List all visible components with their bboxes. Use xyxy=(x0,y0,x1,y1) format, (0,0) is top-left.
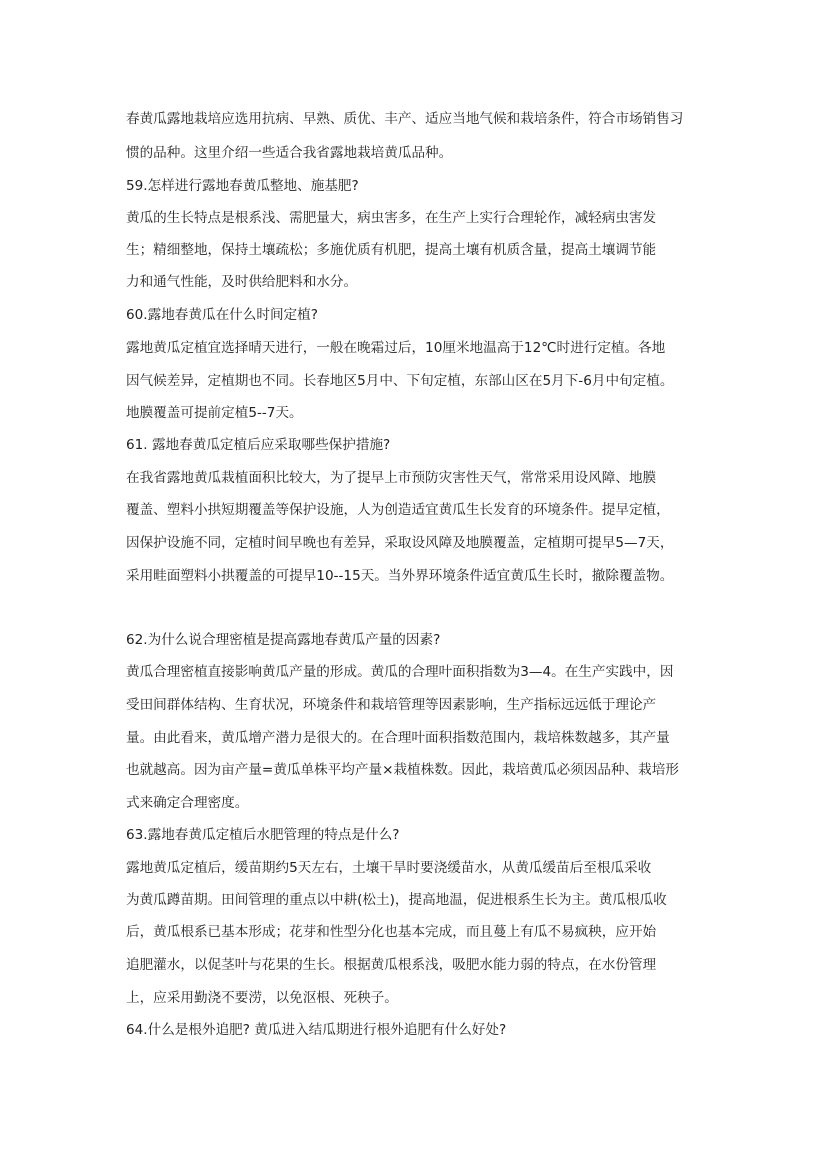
paragraph-line: 春黄瓜露地栽培应选用抗病、早熟、质优、丰产、适应当地气候和栽培条件，符合市场销售习 xyxy=(126,111,684,127)
paragraph-line: 露地黄瓜定植后，缓苗期约5天左右，土壤干旱时要浇缓苗水，从黄瓜缓苗后至根瓜采收 xyxy=(126,860,652,876)
question-heading: 61. 露地春黄瓜定植后应采取哪些保护措施? xyxy=(126,437,391,453)
paragraph-line: 后，黄瓜根系已基本形成；花芽和性型分化也基本完成，而且蔓上有瓜不易疯秧，应开始 xyxy=(126,924,657,940)
question-heading: 60.露地春黄瓜在什么时间定植? xyxy=(126,307,318,323)
paragraph-line: 覆盖、塑料小拱短期覆盖等保护设施，人为创造适宜黄瓜生长发育的环境条件。提早定植， xyxy=(126,502,670,518)
paragraph-line: 追肥灌水，以促茎叶与花果的生长。根据黄瓜根系浅，吸肥水能力弱的特点，在水份管理 xyxy=(126,957,657,973)
paragraph-line: 也就越高。因为亩产量=黄瓜单株平均产量×栽植株数。因此，栽培黄瓜必须因品种、栽培形 xyxy=(126,762,679,778)
paragraph-line: 因气候差异，定植期也不同。长春地区5月中、下旬定植，东部山区在5月下-6月中旬定植。 xyxy=(126,373,674,389)
paragraph-line: 量。由此看来，黄瓜增产潜力是很大的。在合理叶面积指数范围内，栽培株数越多，其产量 xyxy=(126,730,670,746)
paragraph-line: 因保护设施不同，定植时间早晚也有差异，采取设风障及地膜覆盖，定植期可提早5—7天， xyxy=(126,535,674,551)
paragraph-line: 为黄瓜蹲苗期。田间管理的重点以中耕(松土)，提高地温，促进根系生长为主。黄瓜根瓜收 xyxy=(126,892,667,908)
paragraph-line: 上，应采用勤浇不要涝，以免沤根、死秧子。 xyxy=(126,990,398,1006)
paragraph-line: 在我省露地黄瓜栽植面积比较大，为了提早上市预防灾害性天气，常常采用设风障、地膜 xyxy=(126,470,657,486)
question-heading: 62.为什么说合理密植是提高露地春黄瓜产量的因素? xyxy=(126,632,441,648)
paragraph-line: 黄瓜的生长特点是根系浅、需肥量大，病虫害多，在生产上实行合理轮作，减轻病虫害发 xyxy=(126,210,657,226)
paragraph-line: 生；精细整地，保持土壤疏松；多施优质有机肥，提高土壤有机质含量，提高土壤调节能 xyxy=(126,242,657,258)
question-heading: 64.什么是根外追肥? 黄瓜进入结瓜期进行根外追肥有什么好处? xyxy=(126,1022,507,1038)
paragraph-line: 式来确定合理密度。 xyxy=(126,795,249,811)
paragraph-line: 力和通气性能，及时供给肥料和水分。 xyxy=(126,274,358,290)
paragraph-line: 采用畦面塑料小拱覆盖的可提早10--15天。当外界环境条件适宜黄瓜生长时，撤除覆盖物。 xyxy=(126,568,674,584)
paragraph-line: 受田间群体结构、生育状况，环境条件和栽培管理等因素影响，生产指标远远低于理论产 xyxy=(126,697,657,713)
paragraph-line: 惯的品种。这里介绍一些适合我省露地栽培黄瓜品种。 xyxy=(126,145,453,161)
question-heading: 63.露地春黄瓜定植后水肥管理的特点是什么? xyxy=(126,827,400,843)
paragraph-line: 黄瓜合理密植直接影响黄瓜产量的形成。黄瓜的合理叶面积指数为3—4。在生产实践中，因 xyxy=(126,664,674,680)
paragraph-line: 露地黄瓜定植宜选择晴天进行，一般在晚霜过后，10厘米地温高于12℃时进行定植。各地 xyxy=(126,340,666,356)
paragraph-line: 地膜覆盖可提前定植5--7天。 xyxy=(126,405,303,421)
question-heading: 59.怎样进行露地春黄瓜整地、施基肥? xyxy=(126,178,359,194)
